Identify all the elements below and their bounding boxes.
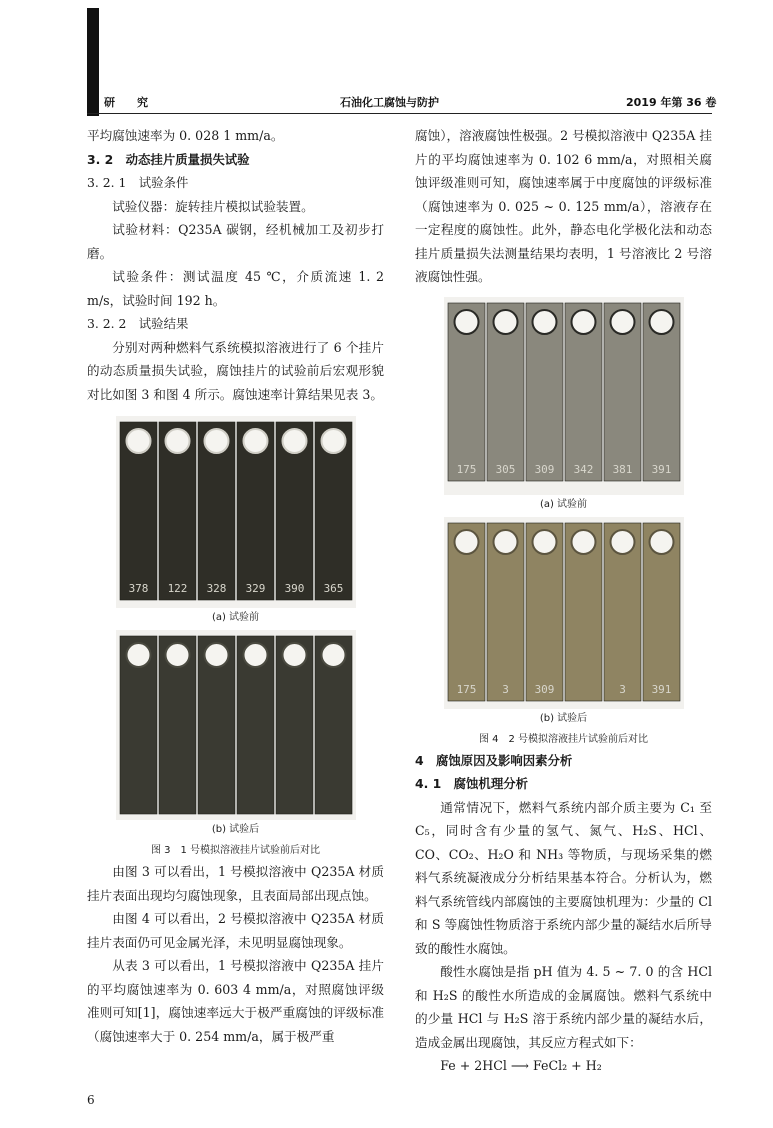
paragraph: 通常情况下，燃料气系统内部介质主要为 C₁ 至 C₅，同时含有少量的氢气、氮气、H₂S、HCl、CO、CO₂、H₂O 和 NH₃ 等物质，与现场采集的燃料气系统凝液成分分析结果基本符合。分析认为，燃料气系统管线内部腐蚀的主要腐蚀机理为：少量的 Cl 和 S 等腐蚀性物质溶于系统内部少量的凝结水后所导致的酸性水腐蚀。 (415, 799, 712, 956)
coupon-number-label: 3 (618, 682, 626, 696)
coupon-hole (610, 310, 634, 334)
coupon-hole (243, 429, 267, 453)
coupon-number-label: 175 (456, 682, 476, 696)
coupon-hole (165, 643, 189, 667)
coupon-hole (454, 530, 478, 554)
figure-4a-photo (444, 297, 684, 495)
coupon-number-label: 365 (323, 582, 343, 595)
coupon-number-label: 329 (245, 582, 265, 595)
coupon-hole (571, 310, 595, 334)
coupon-hole (204, 643, 228, 667)
figure-4b-photo (444, 517, 684, 709)
header-issue: 2019 年第 36 卷 (626, 96, 717, 109)
coupon-number-label: 378 (128, 582, 148, 595)
coupon-hole (571, 530, 595, 554)
paragraph: 试验仪器：旋转挂片模拟试验装置。 (112, 198, 314, 214)
heading-4-1: 4. 1 腐蚀机理分析 (415, 776, 528, 791)
coupon-hole (321, 643, 345, 667)
page-number: 6 (87, 1093, 95, 1107)
figure-3a-caption: (a) 试验前 (211, 612, 260, 623)
right-column (415, 124, 712, 1078)
coupon-number-label: 390 (284, 582, 304, 595)
coupon-hole (165, 429, 189, 453)
coupon-hole (532, 310, 556, 334)
coupon-number-label: 122 (167, 582, 187, 595)
coupon-hole (204, 429, 228, 453)
paragraph: 腐蚀），溶液腐蚀性极强。2 号模拟溶液中 Q235A 挂片的平均腐蚀速率为 0. 102 6 mm/a，对照相关腐蚀评级准则可知，腐蚀速率属于中度腐蚀的评级标准（腐蚀速率为 0. 025 ~ 0. 125 mm/a），溶液存在一定程度的腐蚀性。此外，静态电化学极化法和动态挂片质量损失法测量结果均表明，1 号溶液比 2 号溶液腐蚀性强。 (415, 128, 712, 284)
coupon-hole (649, 530, 673, 554)
coupon-number-label: 305 (495, 462, 515, 476)
left-column (87, 124, 384, 1048)
coupon-number-label: 381 (612, 462, 632, 476)
paragraph: 试验材料：Q235A 碳钢，经机械加工及初步打磨。 (87, 222, 384, 261)
heading-3-2-1: 3. 2. 1 试验条件 (87, 175, 189, 190)
figure-3a-photo (116, 416, 356, 608)
coupon-hole (493, 310, 517, 334)
coupon-hole (126, 643, 150, 667)
paragraph: 试验条件：测试温度 45 ℃，介质流速 1. 2 m/s，试验时间 192 h。 (87, 269, 384, 308)
figure-3b-photo (116, 630, 356, 820)
paragraph: 分别对两种燃料气系统模拟溶液进行了 6 个挂片的动态质量损失试验，腐蚀挂片的试验前后宏观形貌对比如图 3 和图 4 所示。腐蚀速率计算结果见表 3。 (87, 339, 384, 402)
figure-3b-caption: (b) 试验后 (211, 824, 260, 835)
paragraph: 酸性水腐蚀是指 pH 值为 4. 5 ~ 7. 0 的含 HCl 和 H₂S 的酸性水所造成的金属腐蚀。燃料气系统中的少量 HCl 与 H₂S 溶于系统内部少量的凝结水后，造成金属出现腐蚀，其反应方程式如下： (415, 964, 712, 1050)
paragraph: 由图 3 可以看出，1 号模拟溶液中 Q235A 材质挂片表面出现均匀腐蚀现象，且表面局部出现点蚀。 (87, 864, 384, 903)
figure-3-title: 图 3 1 号模拟溶液挂片试验前后对比 (150, 845, 321, 856)
coupon-number-label: 3 (501, 682, 509, 696)
coupon-hole (243, 643, 267, 667)
coupon-number-label: 391 (651, 462, 671, 476)
header-section: 研 究 (104, 96, 148, 109)
heading-3-2: 3. 2 动态挂片质量损失试验 (87, 151, 250, 167)
equation: Fe + 2HCl ⟶ FeCl₂ + H₂ (440, 1058, 602, 1073)
coupon-number-label: 309 (534, 682, 554, 696)
coupon-hole (282, 429, 306, 453)
coupon-hole (126, 429, 150, 453)
coupon-hole (321, 429, 345, 453)
paragraph: 由图 4 可以看出，2 号模拟溶液中 Q235A 材质挂片表面仍可见金属光泽，未见明显腐蚀现象。 (87, 911, 384, 950)
coupon-hole (532, 530, 556, 554)
coupon-hole (649, 310, 673, 334)
section-sidebar-bar (87, 8, 99, 116)
coupon-number-label: 328 (206, 582, 226, 595)
header-rule (87, 113, 712, 114)
coupon-hole (493, 530, 517, 554)
figure-4a-caption: (a) 试验前 (539, 498, 588, 510)
header-journal: 石油化工腐蚀与防护 (340, 96, 439, 109)
coupon-number-label: 175 (456, 462, 476, 476)
heading-4: 4 腐蚀原因及影响因素分析 (415, 752, 573, 768)
coupon-number-label: 391 (651, 682, 671, 696)
figure-4b-caption: (b) 试验后 (539, 712, 588, 724)
figure-4-title: 图 4 2 号模拟溶液挂片试验前后对比 (478, 733, 649, 745)
heading-3-2-2: 3. 2. 2 试验结果 (87, 316, 189, 331)
coupon-number-label: 342 (573, 462, 593, 476)
coupon-hole (454, 310, 478, 334)
coupon-hole (610, 530, 634, 554)
coupon-hole (282, 643, 306, 667)
paragraph: 平均腐蚀速率为 0. 028 1 mm/a。 (87, 128, 284, 143)
coupon-number-label: 309 (534, 462, 554, 476)
paragraph: 从表 3 可以看出，1 号模拟溶液中 Q235A 挂片的平均腐蚀速率为 0. 603 4 mm/a，对照腐蚀评级准则可知[1]，腐蚀速率远大于极严重腐蚀的评级标准（腐蚀速率大于 0. 254 mm/a，属于极严重 (87, 958, 384, 1044)
